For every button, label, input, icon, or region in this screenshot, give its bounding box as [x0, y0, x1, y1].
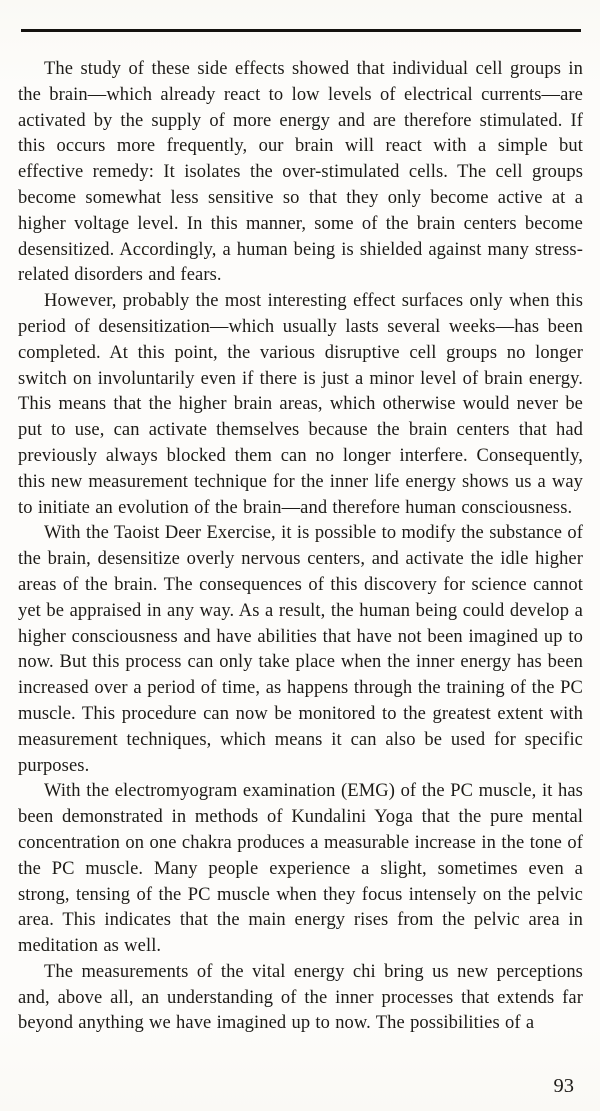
page-number: 93 [553, 1075, 574, 1097]
paragraph: With the Taoist Deer Exercise, it is possible to modify the substance of the brain, desensitize overly nervous centers, and activate the idle higher areas of the brain. The consequences of this discovery for science cannot yet be appraised in any way. As a result, the human being could develop a higher consciousness and have abilities that have not been imagined up to now. But this process can only take place when the inner energy has been increased over a period of time, as happens through the training of the PC muscle. This procedure can now be monitored to the greatest extent with measurement techniques, which means it can also be used for specific purposes. [18, 523, 583, 776]
paragraph: The study of these side effects showed that individual cell groups in the brain—which already react to low levels of electrical currents—are activated by the supply of more energy and are therefore stimulated. If this occurs more frequently, our brain will react with a simple but effective remedy: It isolates the over-stimulated cells. The cell groups become somewhat less sensitive so that they only become active at a higher voltage level. In this manner, some of the brain centers become desensitized. Accordingly, a human being is shielded against many stress-related disorders and fears. [18, 59, 583, 286]
header-rule [21, 29, 581, 32]
paragraph: However, probably the most interesting effect surfaces only when this period of desensitization—which usually lasts several weeks—has been completed. At this point, the various disruptive cell groups no longer switch on involuntarily even if there is just a minor level of brain energy. This means that the higher brain areas, which otherwise would never be put to use, can activate themselves because the brain centers that had previously always blocked them can no longer interfere. Consequently, this new measurement technique for the inner life energy shows us a way to initiate an evolution of the brain—and therefore human consciousness. [18, 291, 583, 518]
body-text-block [18, 57, 583, 1037]
paragraph: The measurements of the vital energy chi bring us new perceptions and, above all, an understanding of the inner processes that extends far beyond anything we have imagined up to now. The possibilities of a [18, 961, 583, 1034]
paragraph: With the electromyogram examination (EMG) of the PC muscle, it has been demonstrated in methods of Kundalini Yoga that the pure mental concentration on one chakra produces a measurable increase in the tone of the PC muscle. Many people experience a slight, sometimes even a strong, tensing of the PC muscle when they focus intensely on the pelvic area. This indicates that the main energy rises from the pelvic area in meditation as well. [18, 781, 583, 957]
